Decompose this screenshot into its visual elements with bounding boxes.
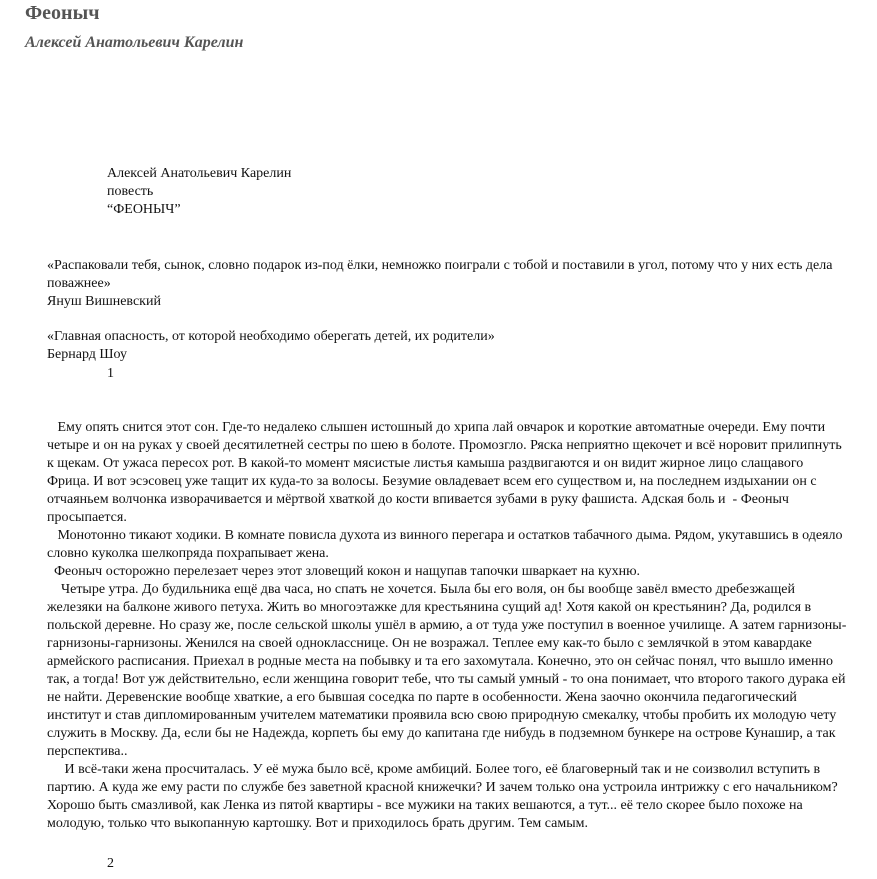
paragraph: Феоныч осторожно перелезает через этот зловещий кокон и нащупав тапочки шваркает на кухню.	[47, 564, 641, 579]
paragraph: Четыре утра. До будильника ещё два часа, но спать не хочется. Была бы его воля, он бы вообще завёл вместо дребезжащей железяки на балконе живого петуха. Жить во многоэтажке для крестьянина сущий ад! Хотя какой он крестьянин? Да, родился в польской деревне. Но сразу же, после сельской школы ушёл в армию, а от туда уже поступил в военное училище. А затем гарнизоны-гарнизоны-гарнизоны. Женился на своей однокласснице. Он не возражал. Теплее ему как-то было с землячкой в этом кавардаке армейского расписания. Приехал в родные места на побывку и та его захомутала. Конечно, это он сейчас понял, что вышло именно так, а тогда! Вот уж действительно, если женщина говорит тебе, что ты самый умный - то она понимает, что второго такого дурака ей не найти. Деревенские вообще хваткие, а его бывшая соседка по парте в особенности. Жена заочно окончила педагогический институт и став дипломированным учителем математики проявила всю свою природную смекалку, чтобы пробить их молодую чету служить в Москву. Да, если бы не Надежда, корпеть бы ему до капитана где нибудь в подземном бункере на острове Кунашир, а так перспектива..	[47, 582, 849, 759]
work-header	[107, 165, 607, 219]
paragraph: Ему опять снится этот сон. Где-то недалеко слышен истошный до хрипа лай овчарок и короткие автоматные очереди. Ему почти четыре и он на руках у своей десятилетней сестры по шею в болоте. Промозгло. Ряска неприятно щекочет и всё норовит прилипнуть к щекам. От ужаса пересох рот. В какой-то момент мясистые листья камыша раздвигаются и он видит жирное лицо слащавого Фрица. И вот эсэсовец уже тащит их куда-то за волосы. Безумие овладевает всем его существом и, на последнем издыхании он с отчаяньем волчонка изворачивается и мёртвой хваткой до кости впивается зубами в руку фашиста. Адская боль и - Феоныч просыпается.	[47, 420, 846, 525]
header-title: “ФЕОНЫЧ”	[107, 202, 181, 217]
epigraph-source: Бернард Шоу	[47, 347, 127, 362]
page-author: Алексей Анатольевич Карелин	[25, 34, 244, 51]
header-genre: повесть	[107, 184, 154, 199]
chapter-number: 2	[107, 856, 114, 871]
chapter-number: 1	[107, 366, 114, 381]
epigraph	[47, 328, 847, 364]
page-title: Феоныч	[25, 2, 100, 24]
epigraph-quote: «Распаковали тебя, сынок, словно подарок из-под ёлки, немножко поиграли с тобой и поставили в угол, потому что у них есть дела поважнее»	[47, 258, 833, 291]
paragraph: Монотонно тикают ходики. В комнате повисла духота из винного перегара и остатков табачного дыма. Рядом, укутавшись в одеяло словно куколка шелкопряда похрапывает жена.	[47, 528, 847, 561]
chapter-body	[47, 419, 847, 833]
epigraph-source: Януш Вишневский	[47, 294, 161, 309]
header-author: Алексей Анатольевич Карелин	[107, 166, 292, 181]
epigraph-quote: «Главная опасность, от которой необходимо оберегать детей, их родители»	[47, 329, 495, 344]
epigraph	[47, 257, 847, 311]
paragraph: И всё-таки жена просчиталась. У её мужа было всё, кроме амбиций. Более того, её благоверный так и не соизволил вступить в партию. А куда же ему расти по службе без заветной красной книжечки? И зачем только она устроила интрижку с его начальником? Хорошо быть смазливой, как Ленка из пятой квартиры - все мужики на таких вешаются, а тут... её тело скорее было похоже на молодую, только что выкопанную картошку. Вот и приходилось брать другим. Тем самым.	[47, 762, 842, 831]
